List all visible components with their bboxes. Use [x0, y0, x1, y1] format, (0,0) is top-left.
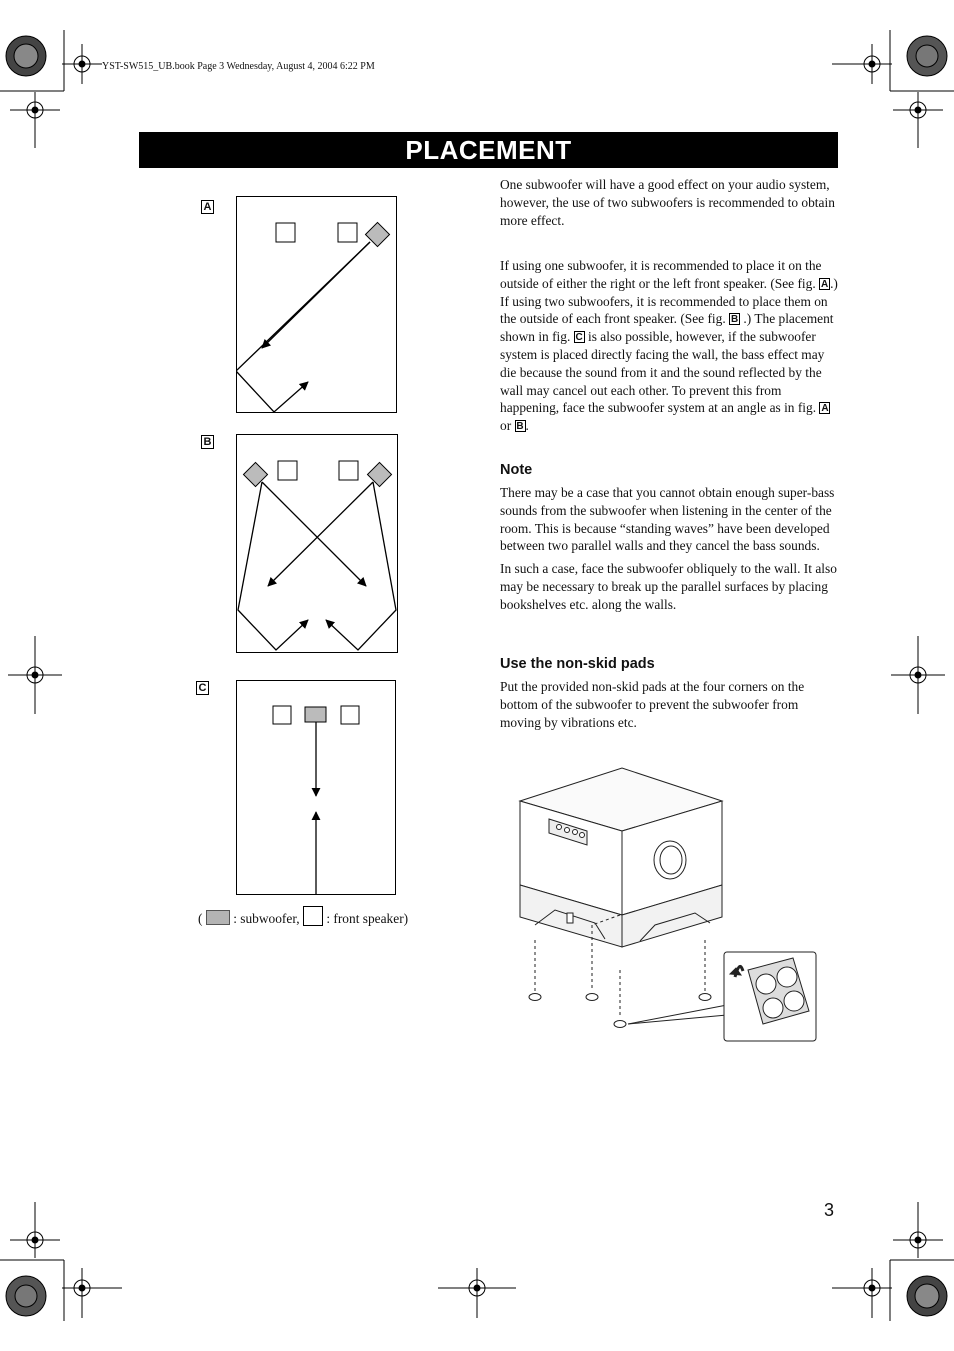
file-info-header: YST-SW515_UB.book Page 3 Wednesday, August 4, 2004 6:22 PM — [102, 61, 375, 72]
note-paragraph-1: There may be a case that you cannot obtain enough super-bass sounds from the subwoofer when listening in the center of the room. This is because “standing waves” have been developed between two parallel walls and they cancel the bass sounds. — [500, 485, 835, 554]
pads-section — [500, 678, 840, 736]
fig-ref-c: C — [575, 332, 583, 344]
placement-text-4: is also possible, however, if the subwoofer system is placed directly facing the wall, the bass effect may die because the sound from it and the sound reflected by the wall may cancel out each other. To prevent this from happening, face the subwoofer system at an angle as in fig. — [500, 329, 825, 416]
subwoofer — [305, 707, 326, 722]
placement-paragraph — [500, 257, 840, 440]
front-speaker-right — [339, 461, 358, 480]
pads-paragraph: Put the provided non-skid pads at the four corners on the bottom of the subwoofer to prevent the subwoofer from moving by vibrations etc. — [500, 679, 805, 730]
placement-text-1: If using one subwoofer, it is recommended to place it on the outside of either the right or the left front speaker. (See fig. — [500, 258, 822, 291]
intro-paragraph — [500, 176, 840, 234]
placement-text-3: .) The placement shown in fig. — [500, 311, 834, 345]
front-speaker-left — [276, 223, 295, 242]
note-section — [500, 484, 840, 619]
front-speaker-right — [341, 706, 359, 724]
subwoofer-pads-illustration — [515, 765, 820, 1045]
intro-text: One subwoofer will have a good effect on your audio system, however, the use of two subwoofers is recommended to obtain more effect. — [500, 177, 835, 228]
front-speaker-right — [338, 223, 357, 242]
placement-or: or — [500, 418, 512, 434]
figure-c-diagram — [236, 680, 397, 896]
figure-a-diagram — [236, 196, 398, 414]
fig-ref-b: B — [516, 421, 524, 433]
figure-a-label: A — [201, 200, 214, 214]
figure-b-label: B — [201, 435, 214, 449]
legend-front-speaker-swatch — [303, 906, 323, 926]
figure-c-label: C — [196, 681, 209, 695]
legend — [198, 906, 408, 927]
legend-subwoofer-label: : subwoofer, — [233, 911, 300, 926]
legend-subwoofer-swatch — [206, 910, 230, 925]
page-number: 3 — [824, 1200, 835, 1220]
fig-ref-b: B — [730, 314, 739, 326]
fig-ref-a: A — [821, 403, 829, 415]
note-paragraph-2: In such a case, face the subwoofer obliquely to the wall. It also may be necessary to break up the parallel surfaces by placing bookshelves etc. along the walls. — [500, 561, 837, 612]
note-heading: Note — [500, 462, 533, 478]
title-bar — [139, 132, 838, 168]
placement-end: . — [525, 418, 529, 434]
figure-b-diagram — [236, 434, 399, 654]
fig-ref-a: A — [820, 278, 829, 290]
page-title: PLACEMENT — [405, 135, 572, 165]
front-speaker-left — [278, 461, 297, 480]
front-speaker-left — [273, 706, 291, 724]
legend-open-paren: ( — [198, 911, 203, 926]
pads-heading: Use the non-skid pads — [500, 656, 655, 672]
legend-front-speaker-label: : front speaker) — [326, 911, 409, 926]
placement-text-2: .) If using two subwoofers, it is recommended to place them on the outside of each front speaker. (See fig. — [500, 275, 838, 327]
